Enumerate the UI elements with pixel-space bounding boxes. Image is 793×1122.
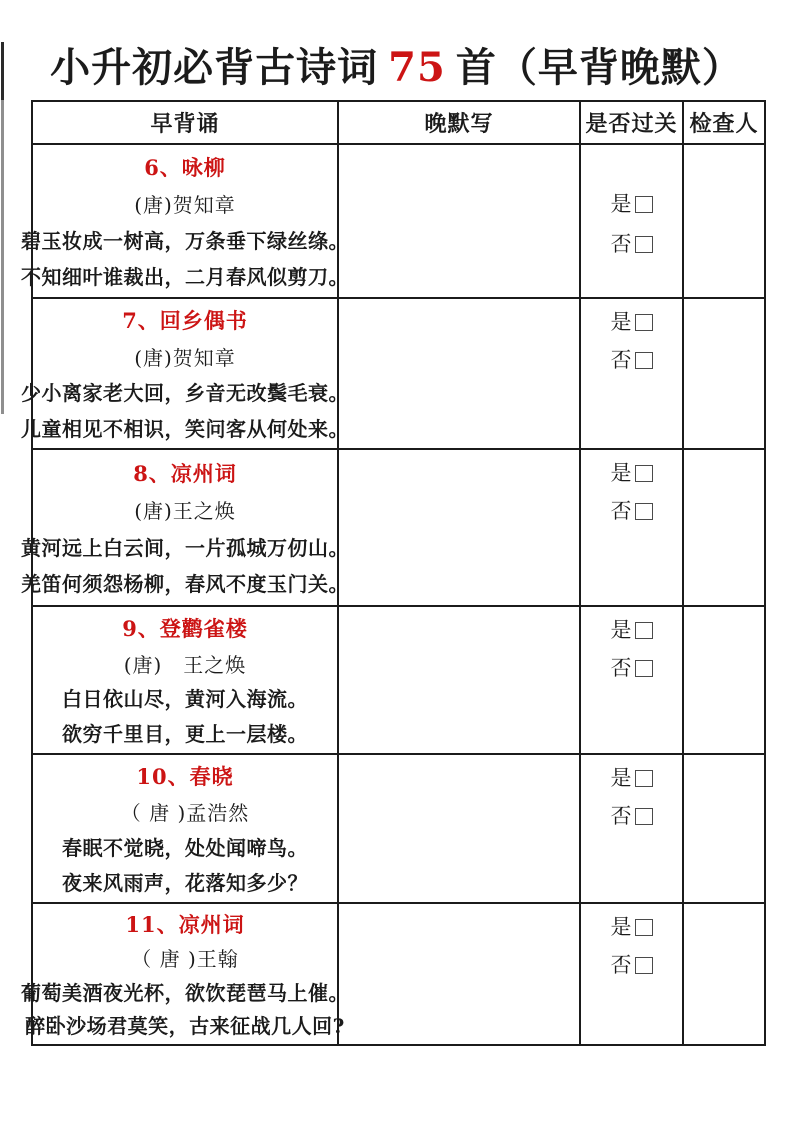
header-row [32,101,765,144]
checker-cell [683,903,765,1045]
poem-line-2: 羌笛何须怨杨柳，春风不度玉门关。 [21,572,349,597]
table-row [32,144,765,298]
pass-no-option [611,952,653,979]
pass-yes-option [611,765,653,792]
poem-line-1: 春眠不觉晓，处处闻啼鸟。 [62,836,308,860]
evening-dictation-cell [338,449,580,606]
poem-line-1: 黄河远上白云间，一片孤城万仞山。 [21,535,349,560]
poem-author: (唐) 王之焕 [123,652,247,677]
pass-yes-label: 是 [610,461,632,485]
poem-line-2: 儿童相见不相识，笑问客从何处来。 [21,416,349,441]
pass-yes-option [611,191,653,218]
morning-recite-cell [21,903,349,1045]
table-row [32,298,765,449]
poems-table [21,100,766,1046]
poem-heading: 10、春晓 [136,764,234,789]
checker-writing-area [684,450,764,605]
poem-heading: 8、凉州词 [133,460,237,486]
title-number: 75 [388,44,446,91]
poem-line-2: 夜来风雨声，花落知多少？ [62,871,308,895]
evening-dictation-cell [338,606,580,754]
morning-recite-cell [21,144,349,298]
poem-line-2: 不知细叶谁裁出，二月春风似剪刀。 [21,265,349,289]
evening-writing-area [339,607,579,753]
title-suffix: 首（早背晚默） [455,44,743,91]
table-row [32,449,765,606]
pass-yes-checkbox[interactable] [635,622,653,639]
checker-writing-area [684,299,764,448]
pass-no-option [611,347,653,374]
pass-yes-label: 是 [610,192,632,216]
pass-yes-label: 是 [610,310,632,334]
pass-status-cell [580,903,683,1045]
header-morning-recite: 早背诵 [32,101,338,144]
evening-writing-area [339,450,579,605]
table-row [32,606,765,754]
pass-yes-option [611,617,653,644]
pass-no-checkbox[interactable] [635,236,653,253]
pass-no-label: 否 [610,348,632,372]
poem-line-2: 醉卧沙场君莫笑，古来征战几人回? [25,1014,345,1039]
pass-no-checkbox[interactable] [635,808,653,825]
pass-yes-checkbox[interactable] [635,919,653,936]
pass-yes-option [611,309,653,336]
title-prefix: 小升初必背古诗词 [50,44,379,91]
pass-status-cell [580,606,683,754]
header-pass-status: 是否过关 [580,101,683,144]
poem-author: （ 唐 )王翰 [131,947,239,972]
pass-no-checkbox[interactable] [635,352,653,369]
header-evening-dictation: 晚默写 [338,101,580,144]
page-title [0,36,793,93]
pass-no-label: 否 [610,499,632,523]
poem-line-2: 欲穷千里目，更上一层楼。 [62,722,308,747]
pass-status-cell [580,144,683,298]
pass-yes-label: 是 [610,766,632,790]
pass-no-label: 否 [610,953,632,977]
pass-no-option [611,231,653,258]
poem-line-1: 少小离家老大回，乡音无改鬓毛衰。 [21,381,349,406]
poem-author: （ 唐 )孟浩然 [120,801,250,825]
evening-writing-area [339,755,579,902]
evening-dictation-cell [338,754,580,903]
poem-heading: 7、回乡偶书 [122,308,248,334]
morning-recite-cell [32,606,338,754]
pass-yes-option [611,460,653,487]
evening-dictation-cell [338,298,580,449]
checker-cell [683,606,765,754]
pass-no-option [611,803,653,830]
pass-yes-label: 是 [610,618,632,642]
morning-recite-cell [32,754,338,903]
pass-yes-checkbox[interactable] [635,770,653,787]
poem-line-1: 葡萄美酒夜光杯，欲饮琵琶马上催。 [21,980,349,1005]
poem-heading: 6、咏柳 [144,155,226,180]
pass-yes-checkbox[interactable] [635,196,653,213]
poem-author: (唐)贺知章 [134,193,236,217]
pass-status-cell [580,754,683,903]
pass-no-option [611,498,653,525]
poem-heading: 11、凉州词 [125,911,245,937]
pass-yes-label: 是 [610,915,632,939]
poem-author: (唐)贺知章 [134,345,236,370]
checker-cell [683,754,765,903]
checker-cell [683,449,765,606]
scan-edge-artifact [1,42,4,414]
table-row [32,754,765,903]
pass-no-checkbox[interactable] [635,957,653,974]
pass-status-cell [580,449,683,606]
pass-yes-option [611,914,653,941]
pass-yes-checkbox[interactable] [635,314,653,331]
pass-status-cell [580,298,683,449]
evening-writing-area [339,145,579,297]
checker-writing-area [684,607,764,753]
checker-cell [683,298,765,449]
pass-no-label: 否 [610,656,632,680]
checker-writing-area [684,904,764,1044]
evening-dictation-cell [338,144,580,298]
table-row [32,903,765,1045]
evening-writing-area [339,299,579,448]
checker-writing-area [684,145,764,297]
morning-recite-cell [21,298,349,449]
poem-author: (唐)王之焕 [134,499,236,524]
pass-no-checkbox[interactable] [635,503,653,520]
evening-writing-area [339,904,579,1044]
poem-heading: 9、登鹳雀楼 [122,615,248,641]
morning-recite-cell [21,449,349,606]
pass-no-label: 否 [610,804,632,828]
pass-no-checkbox[interactable] [635,660,653,677]
poem-line-1: 碧玉妆成一树高，万条垂下绿丝绦。 [21,229,349,253]
evening-dictation-cell [338,903,580,1045]
checker-writing-area [684,755,764,902]
pass-yes-checkbox[interactable] [635,465,653,482]
checker-cell [683,144,765,298]
header-checker: 检查人 [683,101,765,144]
pass-no-label: 否 [610,232,632,256]
pass-no-option [611,655,653,682]
poem-line-1: 白日依山尽，黄河入海流。 [62,687,308,712]
